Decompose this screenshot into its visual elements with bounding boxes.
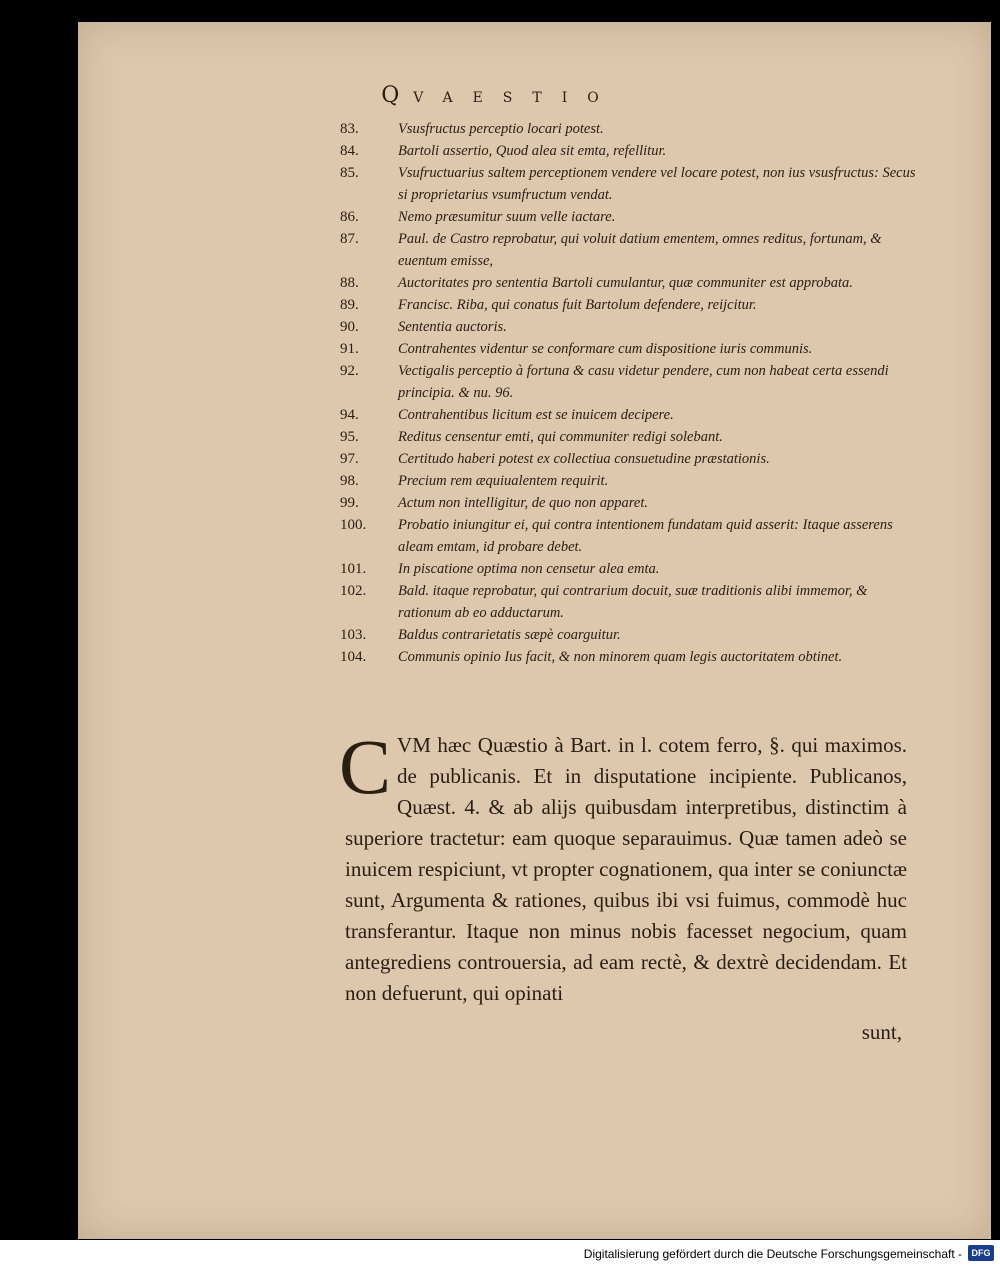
summary-list <box>340 118 920 668</box>
summary-item-text: Paul. de Castro reprobatur, qui voluit datium ementem, omnes reditus, fortunam, & euentum emisse, <box>398 231 882 269</box>
summary-item-number: 85. <box>340 165 359 181</box>
summary-item-number: 86. <box>340 209 359 225</box>
catchword: sunt, <box>861 1020 902 1044</box>
summary-item-number: 100. <box>340 517 367 533</box>
summary-item-text: Vsusfructus perceptio locari potest. <box>398 121 604 137</box>
summary-item-text: Auctoritates pro sententia Bartoli cumulantur, quæ communiter est approbata. <box>398 275 853 291</box>
summary-item-text: Reditus censentur emti, qui communiter redigi solebant. <box>398 429 723 445</box>
summary-item-text: Contrahentibus licitum est se inuicem decipere. <box>398 407 674 423</box>
summary-item-number: 98. <box>340 473 359 489</box>
summary-item-number: 84. <box>340 143 359 159</box>
dfg-logo: DFG <box>968 1245 994 1261</box>
summary-item-number: 83. <box>340 121 359 137</box>
summary-item <box>340 206 920 228</box>
summary-item-number: 104. <box>340 649 367 665</box>
summary-item <box>340 470 920 492</box>
summary-item-number: 102. <box>340 583 367 599</box>
summary-item <box>340 162 920 206</box>
summary-item-number: 101. <box>340 561 367 577</box>
summary-item <box>340 624 920 646</box>
summary-item <box>340 426 920 448</box>
summary-item-text: Actum non intelligitur, de quo non apparet. <box>398 495 648 511</box>
summary-item-number: 92. <box>340 363 359 379</box>
summary-item-number: 103. <box>340 627 367 643</box>
summary-item <box>340 646 920 668</box>
summary-item-text: Nemo præsumitur suum velle iactare. <box>398 209 616 225</box>
summary-item <box>340 492 920 514</box>
summary-item-number: 91. <box>340 341 359 357</box>
summary-item-text: Certitudo haberi potest ex collectiua consuetudine præstationis. <box>398 451 770 467</box>
summary-item <box>340 228 920 272</box>
body-text: VM hæc Quæstio à Bart. in l. cotem ferro, §. qui maximos. de publicanis. Et in disputatione incipiente. Publicanos, Quæst. 4. & ab alijs quibusdam interpretibus, distinctim à superiore tractetur: eam quoque separauimus. Quæ tamen adeò se inuicem respiciunt, vt propter cognationem, qua inter se coniunctæ sunt, Argumenta & rationes, quibus ibi vsi fuimus, commodè huc transferantur. Itaque non minus nobis facesset negocium, quam antegrediens controuersia, ad eam rectè, & dextrè decidendam. Et non defuerunt, qui opinati <box>345 733 907 1005</box>
summary-item <box>340 448 920 470</box>
summary-item <box>340 580 920 624</box>
summary-item <box>340 404 920 426</box>
summary-item <box>340 140 920 162</box>
summary-item-text: Bald. itaque reprobatur, qui contrarium docuit, suæ traditionis alibi immemor, & rationum ab eo adductarum. <box>398 583 868 621</box>
summary-item-text: Precium rem æquiualentem requirit. <box>398 473 609 489</box>
summary-item-text: Baldus contrarietatis sæpè coarguitur. <box>398 627 621 643</box>
summary-item-number: 99. <box>340 495 359 511</box>
summary-item-text: Probatio iniungitur ei, qui contra intentionem fundatam quid asserit: Itaque asserens aleam emtam, id probare debet. <box>398 517 893 555</box>
summary-item-number: 94. <box>340 407 359 423</box>
page-header <box>0 83 1000 108</box>
summary-item <box>340 316 920 338</box>
summary-item-number: 95. <box>340 429 359 445</box>
summary-item-number: 88. <box>340 275 359 291</box>
footer-credit: Digitalisierung gefördert durch die Deutsche Forschungsgemeinschaft - <box>583 1247 962 1261</box>
summary-item-text: Vsufructuarius saltem perceptionem vendere vel locare potest, non ius vsusfructus: Secus si proprietarius vsumfructum vendat. <box>398 165 916 203</box>
summary-item <box>340 294 920 316</box>
summary-item <box>340 338 920 360</box>
summary-item-number: 97. <box>340 451 359 467</box>
summary-item-text: Sententia auctoris. <box>398 319 507 335</box>
summary-item <box>340 118 920 140</box>
drop-cap: C <box>339 723 392 810</box>
summary-item-number: 90. <box>340 319 359 335</box>
body-paragraph <box>339 723 907 1009</box>
summary-item <box>340 558 920 580</box>
summary-item <box>340 272 920 294</box>
summary-item-text: Communis opinio Ius facit, & non minorem quam legis auctoritatem obtinet. <box>398 649 843 665</box>
summary-item-text: In piscatione optima non censetur alea emta. <box>398 561 660 577</box>
summary-item-text: Vectigalis perceptio à fortuna & casu videtur pendere, cum non habeat certa essendi principia. & nu. 96. <box>398 363 889 401</box>
summary-item <box>340 360 920 404</box>
header-title: VAESTIO <box>413 90 619 106</box>
summary-item-text: Contrahentes videntur se conformare cum dispositione iuris communis. <box>398 341 813 357</box>
summary-item-text: Bartoli assertio, Quod alea sit emta, refellitur. <box>398 143 667 159</box>
summary-item-number: 89. <box>340 297 359 313</box>
summary-item-number: 87. <box>340 231 359 247</box>
summary-item-text: Francisc. Riba, qui conatus fuit Bartolum defendere, reijcitur. <box>398 297 757 313</box>
summary-item <box>340 514 920 558</box>
header-initial: Q <box>381 83 414 108</box>
